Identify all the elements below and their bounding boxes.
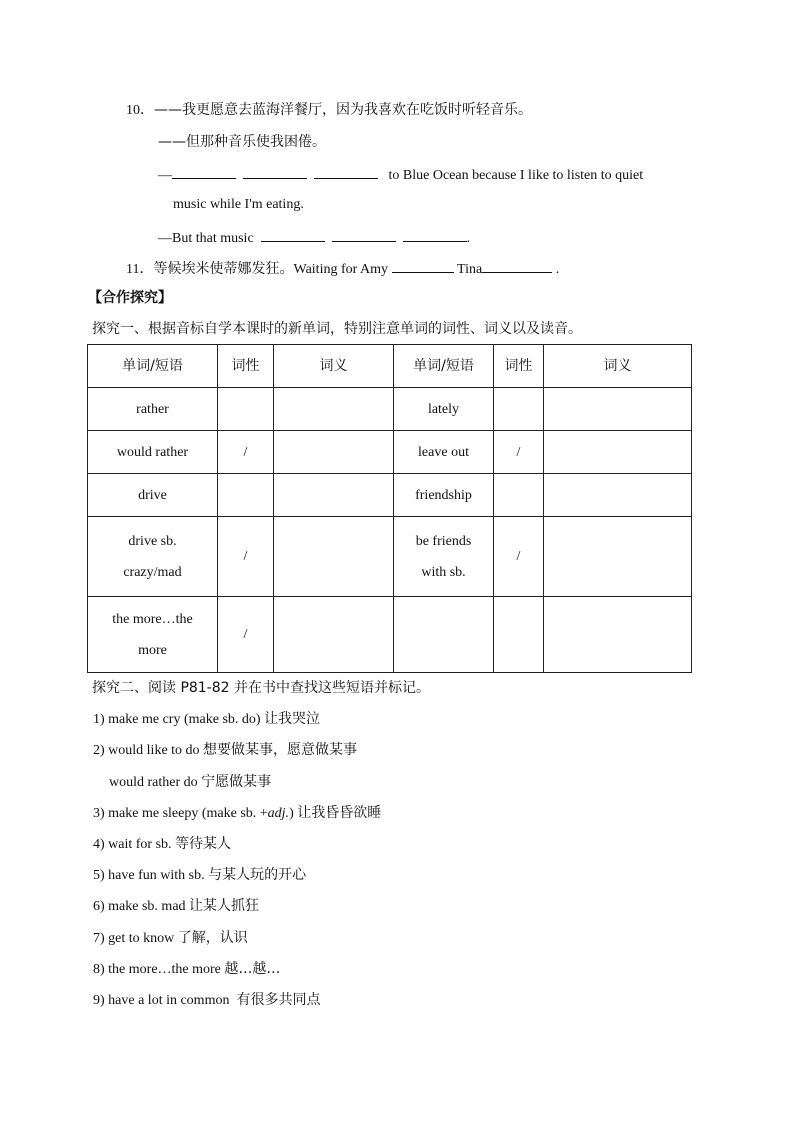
table-header-row — [88, 345, 692, 388]
phrase-item — [93, 741, 357, 760]
phrase-item — [93, 866, 306, 885]
table-row — [88, 431, 692, 474]
phrase-chinese: 等待某人 — [175, 836, 232, 852]
phrase-chinese: 越…越… — [224, 961, 281, 977]
phrase-english: 2) would like to do — [93, 743, 200, 758]
word-line: be friends — [415, 533, 472, 549]
column-header: 单词/短语 — [394, 345, 494, 388]
answer-blank[interactable] — [392, 258, 454, 273]
table-row — [88, 597, 692, 673]
answer-blank[interactable] — [482, 258, 552, 273]
word-cell: leave out — [394, 431, 494, 474]
table-row — [88, 388, 692, 431]
part-of-speech-cell: / — [494, 431, 544, 474]
meaning-cell[interactable] — [544, 597, 692, 673]
part-of-speech-cell: / — [218, 431, 274, 474]
column-header: 单词/短语 — [88, 345, 218, 388]
word-line: more — [138, 642, 167, 658]
answer-blank[interactable] — [403, 227, 467, 242]
word-line: crazy/mad — [123, 564, 182, 580]
word-cell: would rather — [88, 431, 218, 474]
answer-blank[interactable] — [243, 164, 307, 179]
period: . — [466, 231, 471, 246]
meaning-cell[interactable] — [274, 474, 394, 517]
question-10-cn-line1 — [126, 101, 532, 120]
meaning-cell[interactable] — [544, 388, 692, 431]
phrase-item — [93, 929, 248, 948]
phrase-item — [93, 710, 320, 729]
word-cell: drive — [88, 474, 218, 517]
word-line: drive sb. — [128, 533, 177, 549]
meaning-cell[interactable] — [274, 597, 394, 673]
phrase-chinese: 有很多共同点 — [236, 992, 321, 1008]
phrase-item — [93, 991, 320, 1010]
word-cell: lately — [394, 388, 494, 431]
phrase-english: 7) get to know — [93, 931, 175, 946]
phrase-english: would rather do — [109, 775, 198, 790]
phrase-chinese: 让我哭泣 — [264, 711, 321, 727]
section-title: 【合作探究】 — [88, 290, 172, 306]
question-10-en-line3 — [158, 227, 470, 248]
meaning-cell[interactable] — [274, 431, 394, 474]
part-of-speech-cell[interactable] — [494, 474, 544, 517]
word-cell: friendship — [394, 474, 494, 517]
answer-blank[interactable] — [332, 227, 396, 242]
phrase-item — [93, 835, 231, 854]
phrase-chinese: 了解，认识 — [177, 930, 248, 946]
question-text: 等候埃米使蒂娜发狂。 — [153, 261, 294, 277]
question-10-en-line1 — [158, 164, 643, 185]
answer-blank[interactable] — [314, 164, 378, 179]
column-header: 词义 — [544, 345, 692, 388]
table-row — [88, 517, 692, 597]
word-cell — [394, 517, 494, 597]
meaning-cell[interactable] — [274, 517, 394, 597]
word-cell — [88, 517, 218, 597]
phrase-english: 9) have a lot in common — [93, 993, 230, 1008]
phrase-chinese: 宁愿做某事 — [201, 774, 272, 790]
question-number: 11． — [126, 262, 154, 277]
column-header: 词性 — [494, 345, 544, 388]
question-10-cn-line2: ——但那种音乐使我困倦。 — [158, 134, 326, 150]
phrase-english: 1) make me cry (make sb. do) — [93, 712, 261, 727]
column-header: 词性 — [218, 345, 274, 388]
phrase-chinese: 让某人抓狂 — [189, 898, 260, 914]
column-header: 词义 — [274, 345, 394, 388]
answer-blank[interactable] — [261, 227, 325, 242]
phrase-chinese: 想要做某事，愿意做某事 — [203, 742, 358, 758]
phrase-item — [93, 897, 259, 916]
question-10-en-line2: music while I'm eating. — [173, 197, 304, 212]
phrase-english: 5) have fun with sb. — [93, 868, 205, 883]
phrase-english: 8) the more…the more — [93, 962, 221, 977]
sentence-text: to Blue Ocean because I like to listen to quiet — [388, 168, 644, 183]
meaning-cell[interactable] — [544, 474, 692, 517]
sentence-text: Tina — [457, 262, 483, 277]
part-of-speech-cell[interactable] — [218, 388, 274, 431]
part-of-speech-cell[interactable] — [494, 597, 544, 673]
explore-two-instruction: 探究二、阅读 P81-82 并在书中查找这些短语并标记。 — [92, 680, 431, 696]
meaning-cell[interactable] — [544, 431, 692, 474]
meaning-cell[interactable] — [274, 388, 394, 431]
phrase-english: ) — [289, 806, 294, 821]
sentence-text: Waiting for Amy — [293, 262, 389, 277]
vocabulary-table — [87, 344, 692, 673]
part-of-speech-cell[interactable] — [494, 388, 544, 431]
word-cell[interactable] — [394, 597, 494, 673]
dash: — — [158, 168, 172, 183]
table-row — [88, 474, 692, 517]
word-line: with sb. — [421, 564, 466, 580]
question-11 — [126, 258, 559, 279]
part-of-speech-cell: / — [218, 597, 274, 673]
part-of-speech-cell[interactable] — [218, 474, 274, 517]
phrase-english-italic: adj. — [267, 806, 290, 821]
sentence-text: —But that music — [158, 231, 254, 246]
phrase-item — [93, 804, 381, 823]
answer-blank[interactable] — [172, 164, 236, 179]
period: . — [555, 262, 560, 277]
phrase-item — [93, 960, 280, 979]
phrase-chinese: 与某人玩的开心 — [208, 867, 307, 883]
question-text: ——我更愿意去蓝海洋餐厅，因为我喜欢在吃饭时听轻音乐。 — [154, 102, 532, 118]
explore-one-instruction: 探究一、根据音标自学本课时的新单词，特别注意单词的词性、词义以及读音。 — [92, 321, 582, 337]
phrase-english: 6) make sb. mad — [93, 899, 186, 914]
phrase-english: 4) wait for sb. — [93, 837, 172, 852]
part-of-speech-cell: / — [218, 517, 274, 597]
part-of-speech-cell: / — [494, 517, 544, 597]
word-cell — [88, 597, 218, 673]
phrase-chinese: 让我昏昏欲睡 — [297, 805, 382, 821]
meaning-cell[interactable] — [544, 517, 692, 597]
question-number: 10． — [126, 103, 154, 118]
word-cell: rather — [88, 388, 218, 431]
phrase-item — [109, 773, 271, 792]
word-line: the more…the — [112, 611, 193, 627]
phrase-english: 3) make me sleepy (make sb. + — [93, 806, 268, 821]
